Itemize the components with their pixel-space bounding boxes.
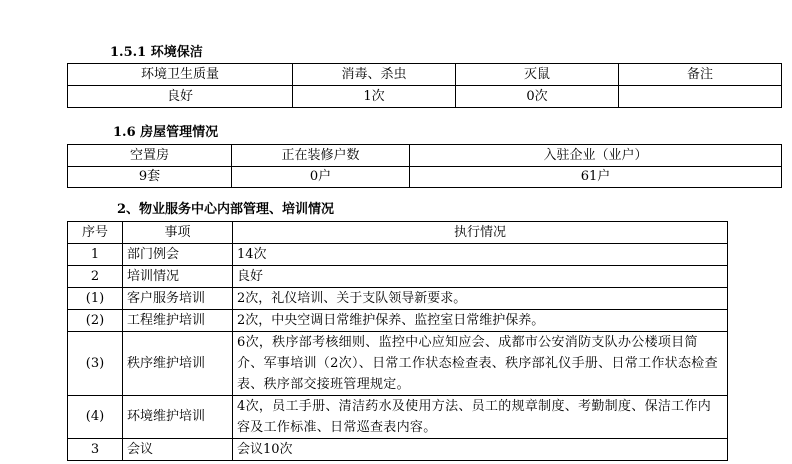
header-cell: 正在装修户数 [232, 145, 410, 167]
section-2-title: 2、物业服务中心内部管理、培训情况 [117, 202, 335, 217]
table-cell [619, 86, 782, 108]
header-cell: 执行情况 [233, 222, 728, 244]
table-row [68, 266, 728, 288]
table-cell: 61户 [410, 167, 782, 188]
cleaning-data-row [68, 86, 782, 108]
header-cell: 事项 [123, 222, 233, 244]
header-cell: 序号 [68, 222, 123, 244]
row-item: 环境维护培训 [123, 396, 233, 439]
row-item: 客户服务培训 [123, 288, 233, 310]
row-detail: 6次，秩序部考核细则、监控中心应知应会、成都市公安消防支队办公楼项目简介、军事培训（2次）、日常工作状态检查表、秩序部礼仪手册、日常工作状态检查表、秩序部交接班管理规定。 [233, 332, 728, 396]
row-item: 部门例会 [123, 244, 233, 266]
housing-data-row [68, 167, 782, 188]
header-cell: 消毒、杀虫 [293, 64, 456, 86]
header-cell: 环境卫生质量 [68, 64, 293, 86]
housing-header-row [68, 145, 782, 167]
table-row [68, 310, 728, 332]
header-cell: 空置房 [68, 145, 232, 167]
row-number: (1) [68, 288, 123, 310]
row-detail: 良好 [233, 266, 728, 288]
table-cell: 0次 [456, 86, 619, 108]
table-cell: 1次 [293, 86, 456, 108]
row-item: 会议 [123, 439, 233, 461]
table-row [68, 396, 728, 439]
header-cell: 入驻企业（业户） [410, 145, 782, 167]
table-cell: 9套 [68, 167, 232, 188]
row-number: 1 [68, 244, 123, 266]
row-detail: 2次，中央空调日常维护保养、监控室日常维护保养。 [233, 310, 728, 332]
cleaning-table [67, 63, 782, 108]
row-number: 3 [68, 439, 123, 461]
training-header-row [68, 222, 728, 244]
row-item: 工程维护培训 [123, 310, 233, 332]
table-row [68, 288, 728, 310]
table-cell: 良好 [68, 86, 293, 108]
row-detail: 14次 [233, 244, 728, 266]
row-detail: 2次，礼仪培训、关于支队领导新要求。 [233, 288, 728, 310]
row-number: (2) [68, 310, 123, 332]
row-number: (4) [68, 396, 123, 439]
table-cell: 0户 [232, 167, 410, 188]
row-item: 秩序维护培训 [123, 332, 233, 396]
row-detail: 会议10次 [233, 439, 728, 461]
table-row [68, 439, 728, 461]
table-row [68, 244, 728, 266]
table-row [68, 332, 728, 396]
row-item: 培训情况 [123, 266, 233, 288]
training-table [67, 221, 728, 461]
section-16-title: 1.6 房屋管理情况 [113, 125, 219, 140]
row-number: 2 [68, 266, 123, 288]
cleaning-header-row [68, 64, 782, 86]
header-cell: 灭鼠 [456, 64, 619, 86]
row-number: (3) [68, 332, 123, 396]
row-detail: 4次，员工手册、清洁药水及使用方法、员工的规章制度、考勤制度、保洁工作内容及工作标准、日常巡查表内容。 [233, 396, 728, 439]
housing-table [67, 144, 782, 188]
section-151-title: 1.5.1 环境保洁 [110, 45, 203, 60]
header-cell: 备注 [619, 64, 782, 86]
